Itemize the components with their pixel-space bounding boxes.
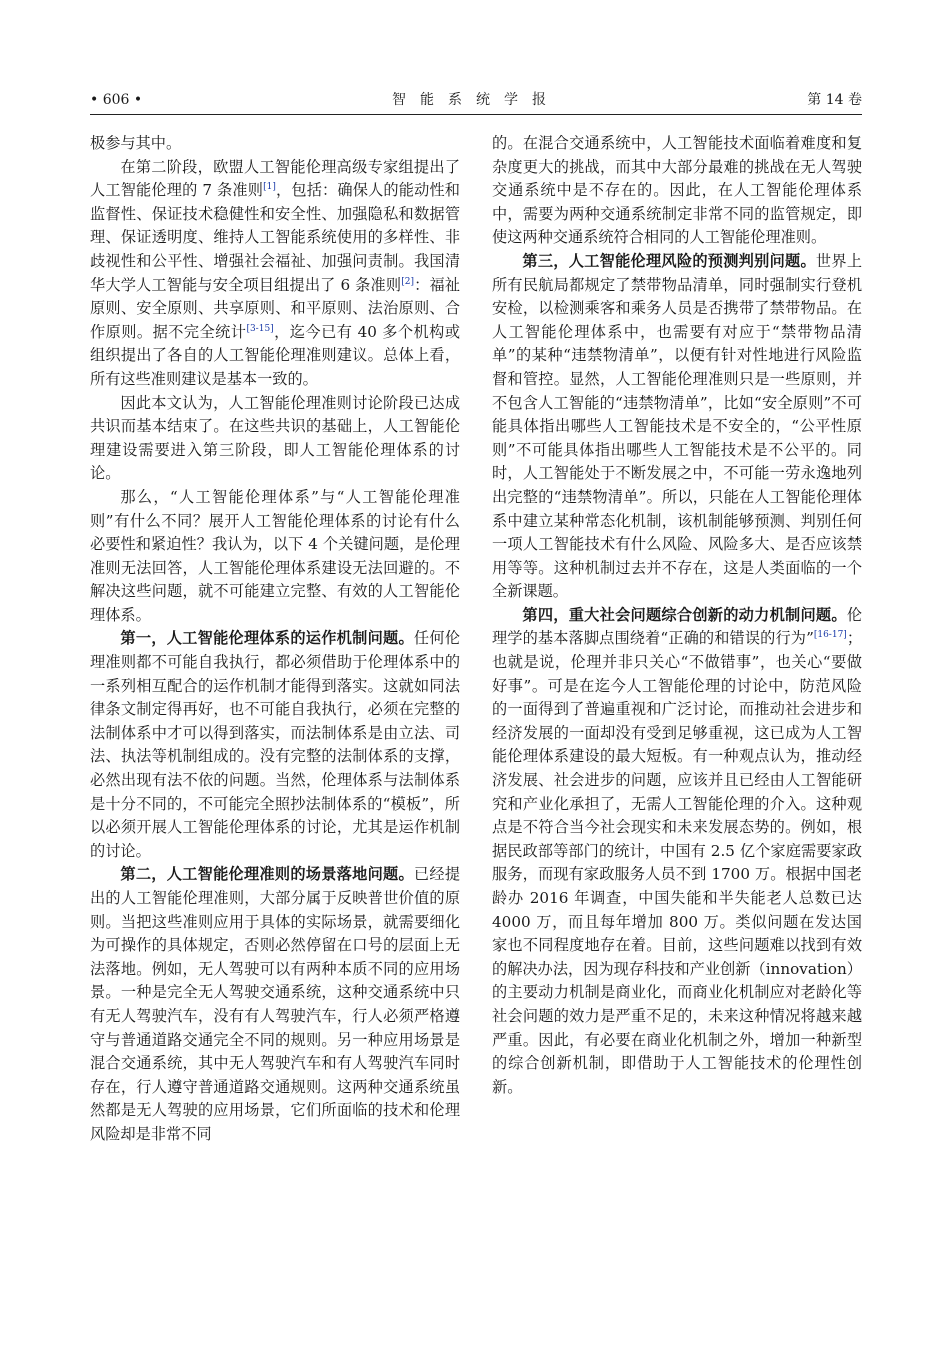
citation-link[interactable]: [16-17] bbox=[813, 630, 847, 641]
paragraph bbox=[492, 604, 862, 1099]
paragraph-text: 世界上所有民航局都规定了禁带物品清单，同时强制实行登机安检，以检测乘客和乘务人员是否携带了禁带物品。在人工智能伦理体系中，也需要有对应于“禁带物品清单”的某种“违禁物清单”，以便有针对性地进行风险监督和管控。显然，人工智能伦理准则只是一些原则，并不包含人工智能的“违禁物清单”，比如“安全原则”不可能具体指出哪些人工智能技术是不安全的，“公平性原则”不可能具体指出哪些人工智能技术是不公平的。同时，人工智能处于不断发展之中，不可能一劳永逸地列出完整的“违禁物清单”。所以，只能在人工智能伦理体系中建立某种常态化机制，该机制能够预测、判别任何一项人工智能技术有什么风险、风险多大、是否应该禁用等等。这种机制过去并不存在，这是人类面临的一个全新课题。 bbox=[492, 251, 863, 601]
section-heading: 第二，人工智能伦理准则的场景落地问题。 bbox=[120, 865, 414, 884]
paragraph-text: 在第二阶段，欧盟人工智能伦理高级专家组提出了人工智能伦理的 7 条准则 bbox=[90, 157, 460, 200]
paragraph: 那么，“人工智能伦理体系”与“人工智能伦理准则”有什么不同？展开人工智能伦理体系的讨论有什么必要性和紧迫性？我认为，以下 4 个关键问题，是伦理准则无法回答，人工智能伦理体系建设无法回避的。不解决这些问题，就不可能建立完整、有效的人工智能伦理体系。 bbox=[90, 487, 460, 624]
citation-link[interactable]: [2] bbox=[401, 276, 414, 287]
paragraph-text: ：福祉原则、安全原则、共享原则、和平原则、法治原则、合作原则。据不完全统计 bbox=[90, 275, 460, 341]
paragraph-text: 伦理学的基本落脚点围绕着“正确的和错误的行为” bbox=[492, 605, 862, 648]
citation-link[interactable]: [1] bbox=[263, 182, 276, 193]
paragraph: 极参与其中。 bbox=[90, 134, 182, 152]
paragraph-text: ；也就是说，伦理并非只关心“不做错事”，也关心“要做好事”。可是在迄今人工智能伦理的讨论中，防范风险的一面得到了普遍重视和广泛讨论，而推动社会进步和经济发展的一面却没有受到足够重视，这已成为人工智能伦理体系建设的最大短板。有一种观点认为，推动经济发展、社会进步的问题，应该并且已经由人工智能研究和产业化承担了，无需人工智能伦理的介入。这种观点是不符合当今社会现实和未来发展态势的。例如，根据民政部等部门的统计，中国有 2.5 亿个家庭需要家政服务，而现有家政服务人员不到 1700 万。根据中国老龄办 2016 年调查，中国失能和半失能老人总数已达 4000 万，而且每年增加 800 万。类似问题在发达国家也不同程度地存在着。目前，这些问题难以找到有效的解决办法，因为现存科技和产业创新（innovation）的主要动力机制是商业化，而商业化机制应对老龄化等社会问题的效力是严重不足的，未来这种情况将越来越严重。因此，有必要在商业化机制之外，增加一种新型的综合创新机制，即借助于人工智能技术的伦理性创新。 bbox=[492, 629, 862, 1096]
paragraph-text: ，迄今已有 40 多个机构或组织提出了各自的人工智能伦理准则建议。总体上看，所有这些准则建议是基本一致的。 bbox=[90, 322, 461, 388]
paragraph-text: 任何伦理准则都不可能自我执行，都必须借助于伦理体系中的一系列相互配合的运作机制才能得到落实。这就如同法律条文制定得再好，也不可能自我执行，必须在完整的法制体系中才可以得到落实，而法制体系是由立法、司法、执法等机制组成的。没有完整的法制体系的支撑，必然出现有法不依的问题。当然，伦理体系与法制体系是十分不同的，不可能完全照抄法制体系的“模板”，所以必须开展人工智能伦理体系的讨论，尤其是运作机制的讨论。 bbox=[90, 629, 461, 860]
left-column bbox=[90, 132, 460, 1147]
section-heading: 第四，重大社会问题综合创新的动力机制问题。 bbox=[522, 605, 847, 624]
paragraph bbox=[90, 627, 460, 863]
paragraph bbox=[90, 863, 460, 1146]
journal-title: 智能系统学报 bbox=[392, 92, 560, 108]
page-number: • 606 • bbox=[90, 92, 143, 108]
right-column bbox=[492, 132, 862, 1099]
paragraph: 因此本文认为，人工智能伦理准则讨论阶段已达成共识而基本结束了。在这些共识的基础上，人工智能伦理建设需要进入第三阶段，即人工智能伦理体系的讨论。 bbox=[90, 393, 460, 483]
paragraph bbox=[492, 250, 862, 604]
section-heading: 第一，人工智能伦理体系的运作机制问题。 bbox=[120, 629, 414, 648]
paragraph: 的。在混合交通系统中，人工智能技术面临着难度和复杂度更大的挑战，而其中大部分最难的挑战在无人驾驶交通系统中是不存在的。因此，在人工智能伦理体系中，需要为两种交通系统制定非常不同的监管规定，即使这两种交通系统符合相同的人工智能伦理准则。 bbox=[492, 134, 862, 247]
running-header bbox=[90, 90, 862, 115]
paragraph bbox=[90, 156, 460, 392]
paragraph-text: ，包括：确保人的能动性和监督性、保证技术稳健性和安全性、加强隐私和数据管理、保证透明度、维持人工智能系统使用的多样性、非歧视性和公平性、增强社会福祉、加强问责制。我国清华大学人工智能与安全项目组提出了 6 条准则 bbox=[90, 181, 460, 294]
paragraph-text: 已经提出的人工智能伦理准则，大部分属于反映普世价值的原则。当把这些准则应用于具体的实际场景，就需要细化为可操作的具体规定，否则必然停留在口号的层面上无法落地。例如，无人驾驶可以有两种本质不同的应用场景。一种是完全无人驾驶交通系统，这种交通系统中只有无人驾驶汽车，没有有人驾驶汽车，行人必须严格遵守与普通道路交通完全不同的规则。另一种应用场景是混合交通系统，其中无人驾驶汽车和有人驾驶汽车同时存在，行人遵守普通道路交通规则。这两种交通系统虽然都是无人驾驶的应用场景，它们所面临的技术和伦理风险却是非常不同 bbox=[90, 865, 461, 1143]
volume-label: 第 14 卷 bbox=[807, 92, 862, 108]
citation-link[interactable]: [3-15] bbox=[246, 323, 274, 334]
section-heading: 第三，人工智能伦理风险的预测判别问题。 bbox=[522, 251, 816, 270]
